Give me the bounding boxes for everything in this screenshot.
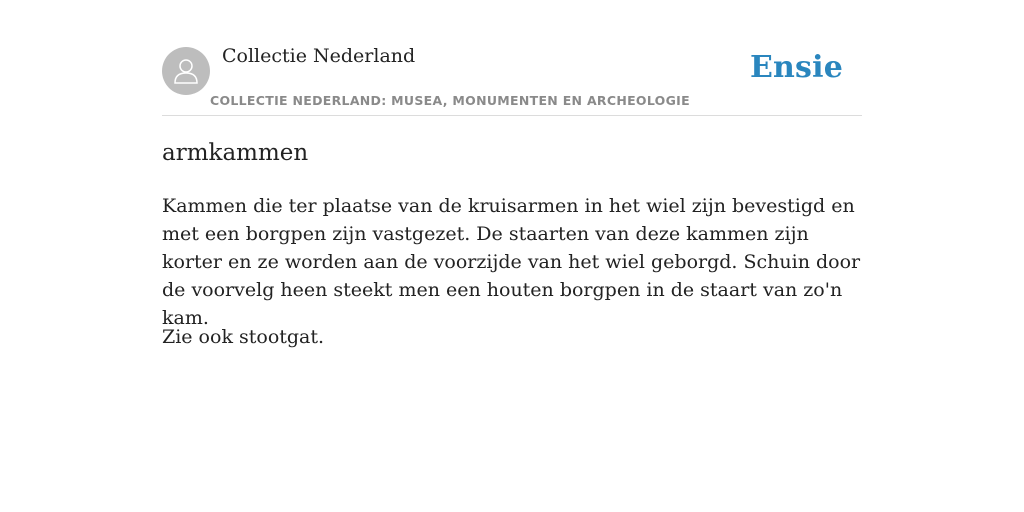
page-container xyxy=(162,0,862,348)
entry-definition: Kammen die ter plaatse van de kruisarmen in het wiel zijn bevestigd en met een borgpen zijn vastgezet. De staarten van deze kammen zijn korter en ze worden aan de voorzijde van het wiel geborgd. Schuin door de voorvelg heen steekt men een houten borgpen in de staart van zo'n kam. xyxy=(162,195,861,329)
author-name[interactable]: Collectie Nederland xyxy=(222,45,416,67)
entry-title: armkammen xyxy=(162,140,309,166)
source-label[interactable]: COLLECTIE NEDERLAND: MUSEA, MONUMENTEN EN ARCHEOLOGIE xyxy=(210,93,690,108)
user-icon xyxy=(171,56,201,86)
brand-logo[interactable]: Ensie xyxy=(749,50,843,85)
entry-header xyxy=(162,0,862,116)
author-avatar[interactable] xyxy=(162,47,210,95)
see-also-text: Zie ook stootgat. xyxy=(162,326,325,348)
